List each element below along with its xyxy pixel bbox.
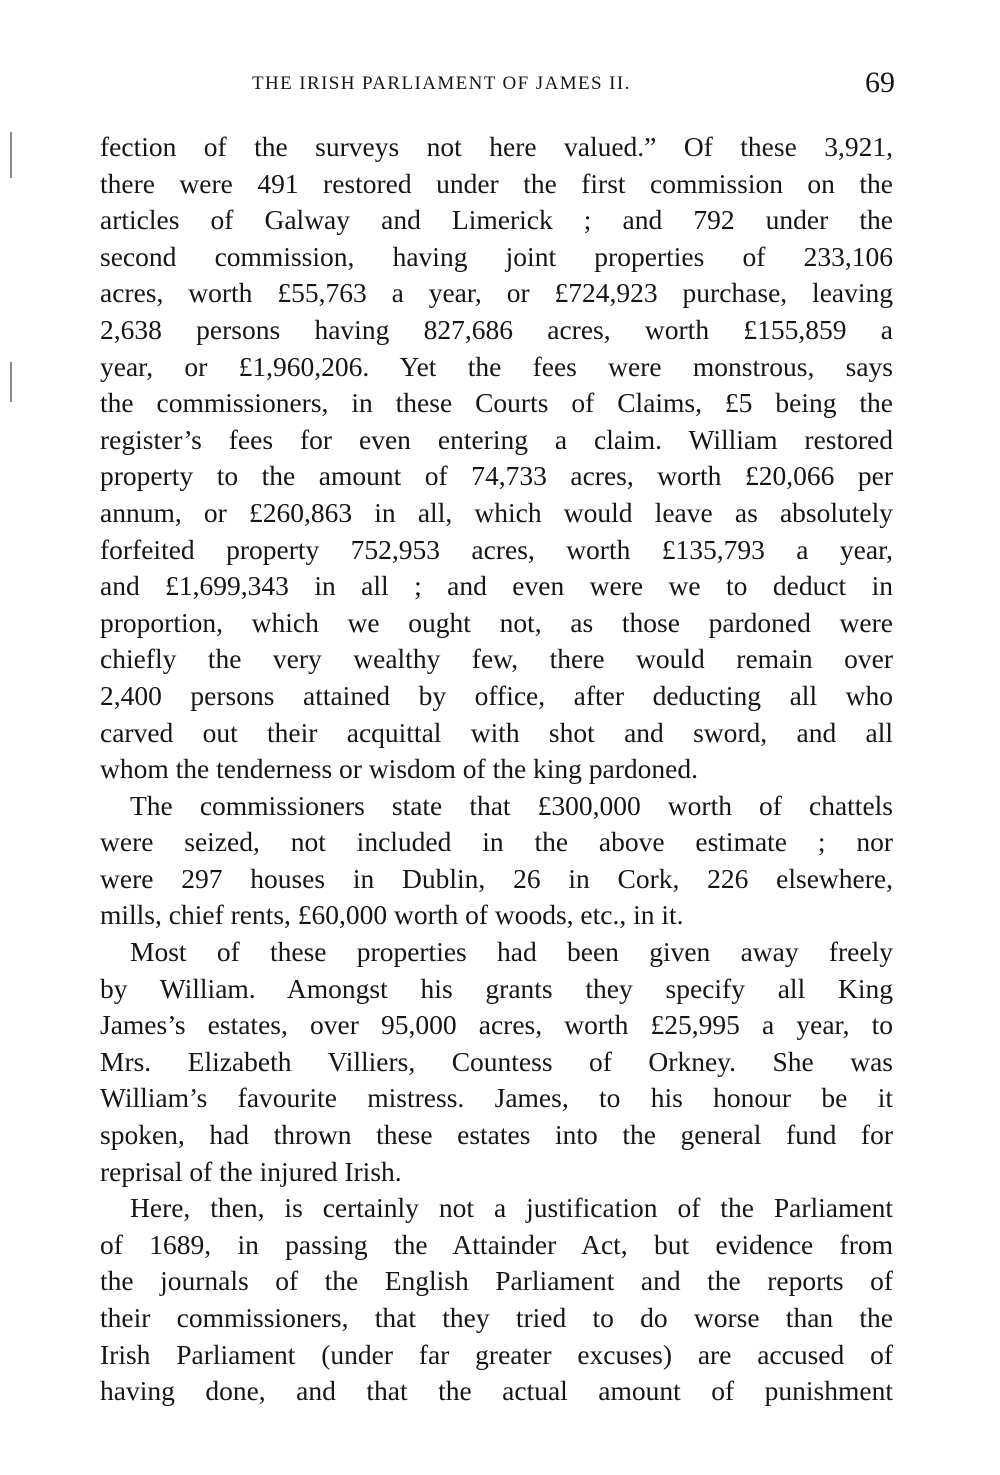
text-line: fection of the surveys not here valued.” Of these 3,921, bbox=[100, 131, 893, 162]
text-line: forfeited property 752,953 acres, worth £135,793 a year, bbox=[100, 533, 893, 565]
text-line: 2,400 persons attained by office, after deducting all who bbox=[100, 679, 893, 711]
running-title: THE IRISH PARLIAMENT OF JAMES II. bbox=[252, 73, 631, 94]
text-line: Here, then, is certainly not a justification of the Parliament bbox=[130, 1192, 893, 1224]
text-line: register’s fees for even entering a claim. William restored bbox=[100, 423, 893, 455]
text-line: Mrs. Elizabeth Villiers, Countess of Orkney. She was bbox=[100, 1045, 893, 1077]
text-line: spoken, had thrown these estates into the general fund for bbox=[100, 1119, 893, 1151]
text-line: the journals of the English Parliament and the reports of bbox=[100, 1265, 893, 1297]
text-line: chiefly the very wealthy few, there would remain over bbox=[100, 643, 893, 675]
text-line: were seized, not included in the above estimate ; nor bbox=[100, 826, 893, 858]
text-line: year, or £1,960,206. Yet the fees were monstrous, says bbox=[100, 350, 893, 382]
text-line: reprisal of the injured Irish. bbox=[100, 1155, 402, 1187]
text-line: second commission, having joint properties of 233,106 bbox=[100, 240, 893, 272]
paragraph-4 bbox=[100, 1190, 893, 1410]
paragraph-2 bbox=[100, 788, 893, 934]
body-text bbox=[100, 129, 893, 1410]
text-line: their commissioners, that they tried to do worse than the bbox=[100, 1302, 893, 1333]
text-line: whom the tenderness or wisdom of the king pardoned. bbox=[100, 753, 699, 785]
text-line: the commissioners, in these Courts of Claims, £5 being the bbox=[100, 387, 893, 419]
text-line: property to the amount of 74,733 acres, worth £20,066 per bbox=[100, 460, 893, 492]
text-line: Most of these properties had been given away freely bbox=[130, 936, 893, 968]
text-line: were 297 houses in Dublin, 26 in Cork, 226 elsewhere, bbox=[100, 862, 893, 894]
text-line: proportion, which we ought not, as those pardoned were bbox=[100, 606, 893, 638]
text-line: articles of Galway and Limerick ; and 792 under the bbox=[100, 204, 893, 236]
margin-mark bbox=[10, 362, 12, 402]
text-line: annum, or £260,863 in all, which would leave as absolutely bbox=[100, 496, 893, 528]
margin-mark bbox=[10, 132, 12, 178]
text-line: 2,638 persons having 827,686 acres, worth £155,859 a bbox=[100, 313, 893, 345]
text-line: William’s favourite mistress. James, to his honour be it bbox=[100, 1082, 893, 1114]
paragraph-1 bbox=[100, 129, 893, 788]
paragraph-3 bbox=[100, 934, 893, 1190]
text-line: having done, and that the actual amount of punishment bbox=[100, 1375, 893, 1407]
text-line: mills, chief rents, £60,000 worth of woods, etc., in it. bbox=[100, 899, 684, 931]
text-line: there were 491 restored under the first commission on the bbox=[100, 167, 893, 199]
text-line: by William. Amongst his grants they specify all King bbox=[100, 972, 893, 1004]
page-number: 69 bbox=[865, 66, 895, 99]
text-line: The commissioners state that £300,000 worth of chattels bbox=[130, 789, 893, 821]
text-line: of 1689, in passing the Attainder Act, but evidence from bbox=[100, 1228, 893, 1260]
text-line: and £1,699,343 in all ; and even were we to deduct in bbox=[100, 570, 893, 602]
text-line: carved out their acquittal with shot and sword, and all bbox=[100, 716, 893, 748]
text-line: acres, worth £55,763 a year, or £724,923 purchase, leaving bbox=[100, 277, 893, 309]
running-head bbox=[100, 66, 895, 106]
text-line: James’s estates, over 95,000 acres, worth £25,995 a year, to bbox=[100, 1009, 893, 1041]
text-line: Irish Parliament (under far greater excuses) are accused of bbox=[100, 1338, 893, 1370]
